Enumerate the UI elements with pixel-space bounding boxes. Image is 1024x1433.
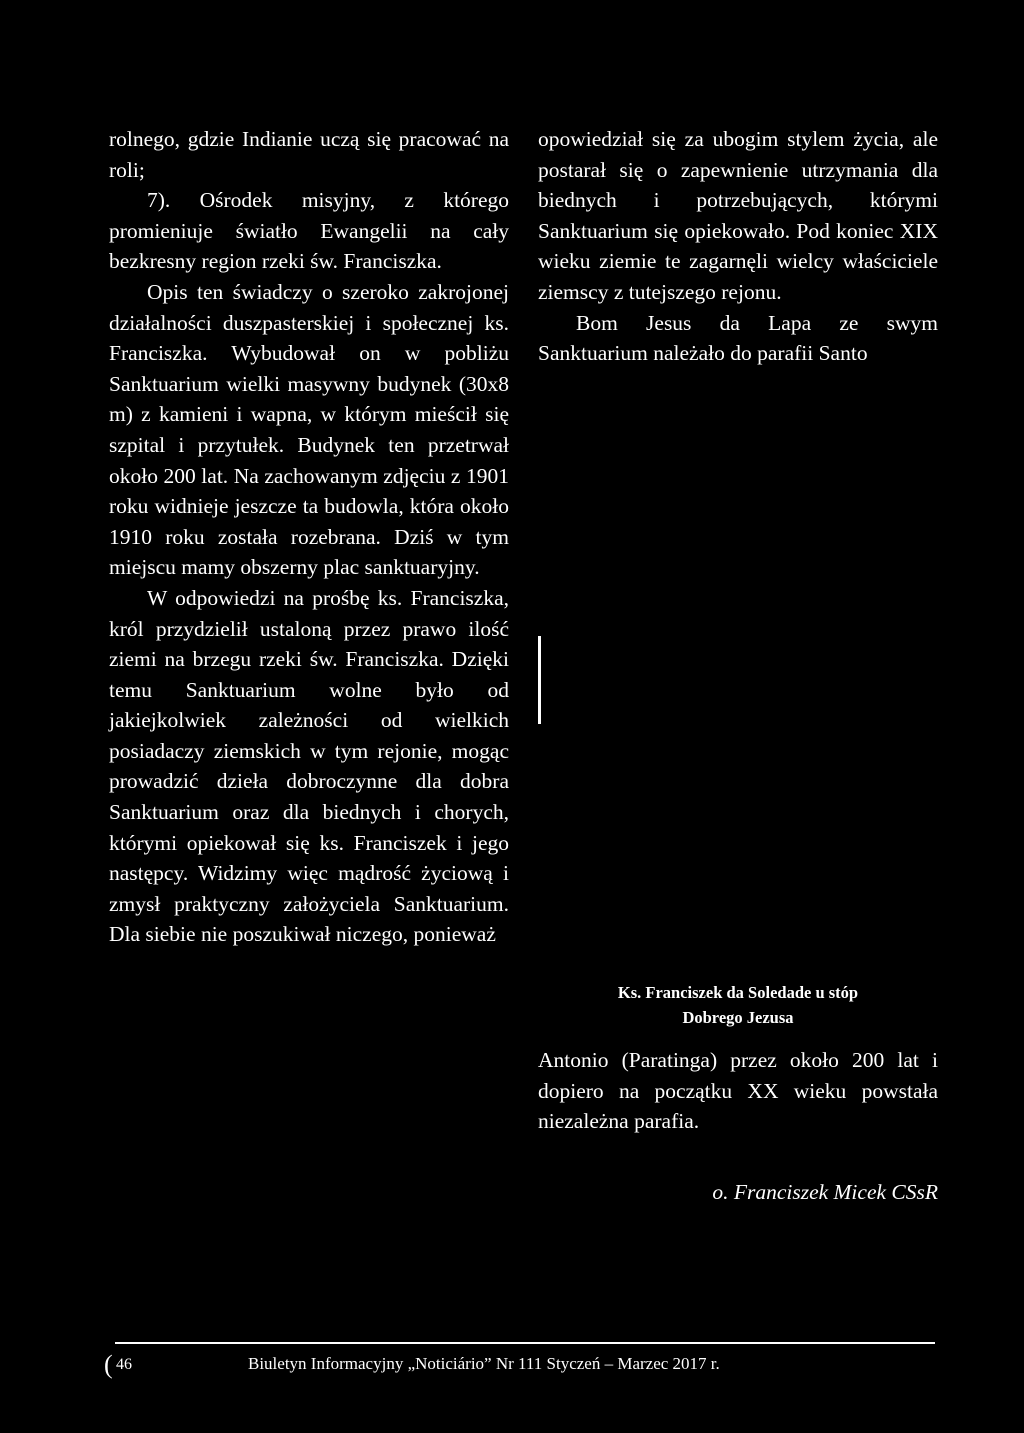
photo-edge-mark: [538, 636, 541, 724]
right-column-top: [538, 124, 938, 369]
left-paragraph-1: rolnego, gdzie Indianie uczą się pracować na roli;: [109, 127, 509, 182]
footer-rule: [115, 1342, 935, 1344]
author-signature: o. Franciszek Micek CSsR: [712, 1180, 938, 1204]
caption-line-1: Ks. Franciszek da Soledade u stóp: [617, 983, 859, 1002]
footer-bracket: (: [104, 1350, 113, 1379]
right-paragraph-1: opowiedział się za ubogim stylem życia, ale postarał się o zapewnienie utrzymania dla biednych i potrzebujących, którymi Sanktuarium się opiekowało. Pod koniec XIX wieku ziemie te zagarnęli wielcy właściciele ziemscy z tutejszego rejonu.: [538, 127, 938, 304]
right-paragraph-3: Antonio (Paratinga) przez około 200 lat i dopiero na początku XX wieku powstała niezależna parafia.: [538, 1048, 938, 1134]
page-number: 46: [116, 1356, 132, 1373]
left-paragraph-4: W odpowiedzi na prośbę ks. Franciszka, król przydzielił ustaloną przez prawo ilość ziemi na brzegu rzeki św. Franciszka. Dzięki temu Sanktuarium wolne było od jakiejkolwiek zależności od wielkich posiadaczy ziemskich w tym rejonie, mogąc prowadzić dzieła dobroczynne dla dobra Sanktuarium oraz dla biednych i chorych, którymi opiekował się ks. Franciszek i jego następcy. Widzimy więc mądrość życiową i zmysł praktyczny założyciela Sanktuarium. Dla siebie nie poszukiwał niczego, ponieważ: [109, 585, 509, 947]
caption-line-2: Dobrego Jezusa: [682, 1008, 794, 1027]
right-paragraph-2: Bom Jesus da Lapa ze swym Sanktuarium należało do parafii Santo: [538, 310, 938, 366]
photo-area: [538, 446, 938, 966]
right-column-bottom: [538, 1045, 938, 1137]
left-column: [109, 124, 509, 950]
left-paragraph-2: 7). Ośrodek misyjny, z którego promieniuje światło Ewangelii na cały bezkresny region rzeki św. Franciszka.: [109, 188, 509, 274]
left-paragraph-3: Opis ten świadczy o szeroko zakrojonej działalności duszpasterskiej i społecznej ks. Franciszka. Wybudował on w pobliżu Sanktuarium wielki masywny budynek (30x8 m) z kamieni i wapna, w którym mieścił się szpital i przytułek. Budynek ten przetrwał około 200 lat. Na zachowanym zdjęciu z 1901 roku widnieje jeszcze ta budowla, która około 1910 roku została rozebrana. Dziś w tym miejscu mamy obszerny plac sanktuaryjny.: [109, 279, 509, 580]
footer-publication: Biuletyn Informacyjny „Noticiário” Nr 111 Styczeń – Marzec 2017 r.: [248, 1354, 720, 1373]
photo-caption: [538, 980, 938, 1030]
